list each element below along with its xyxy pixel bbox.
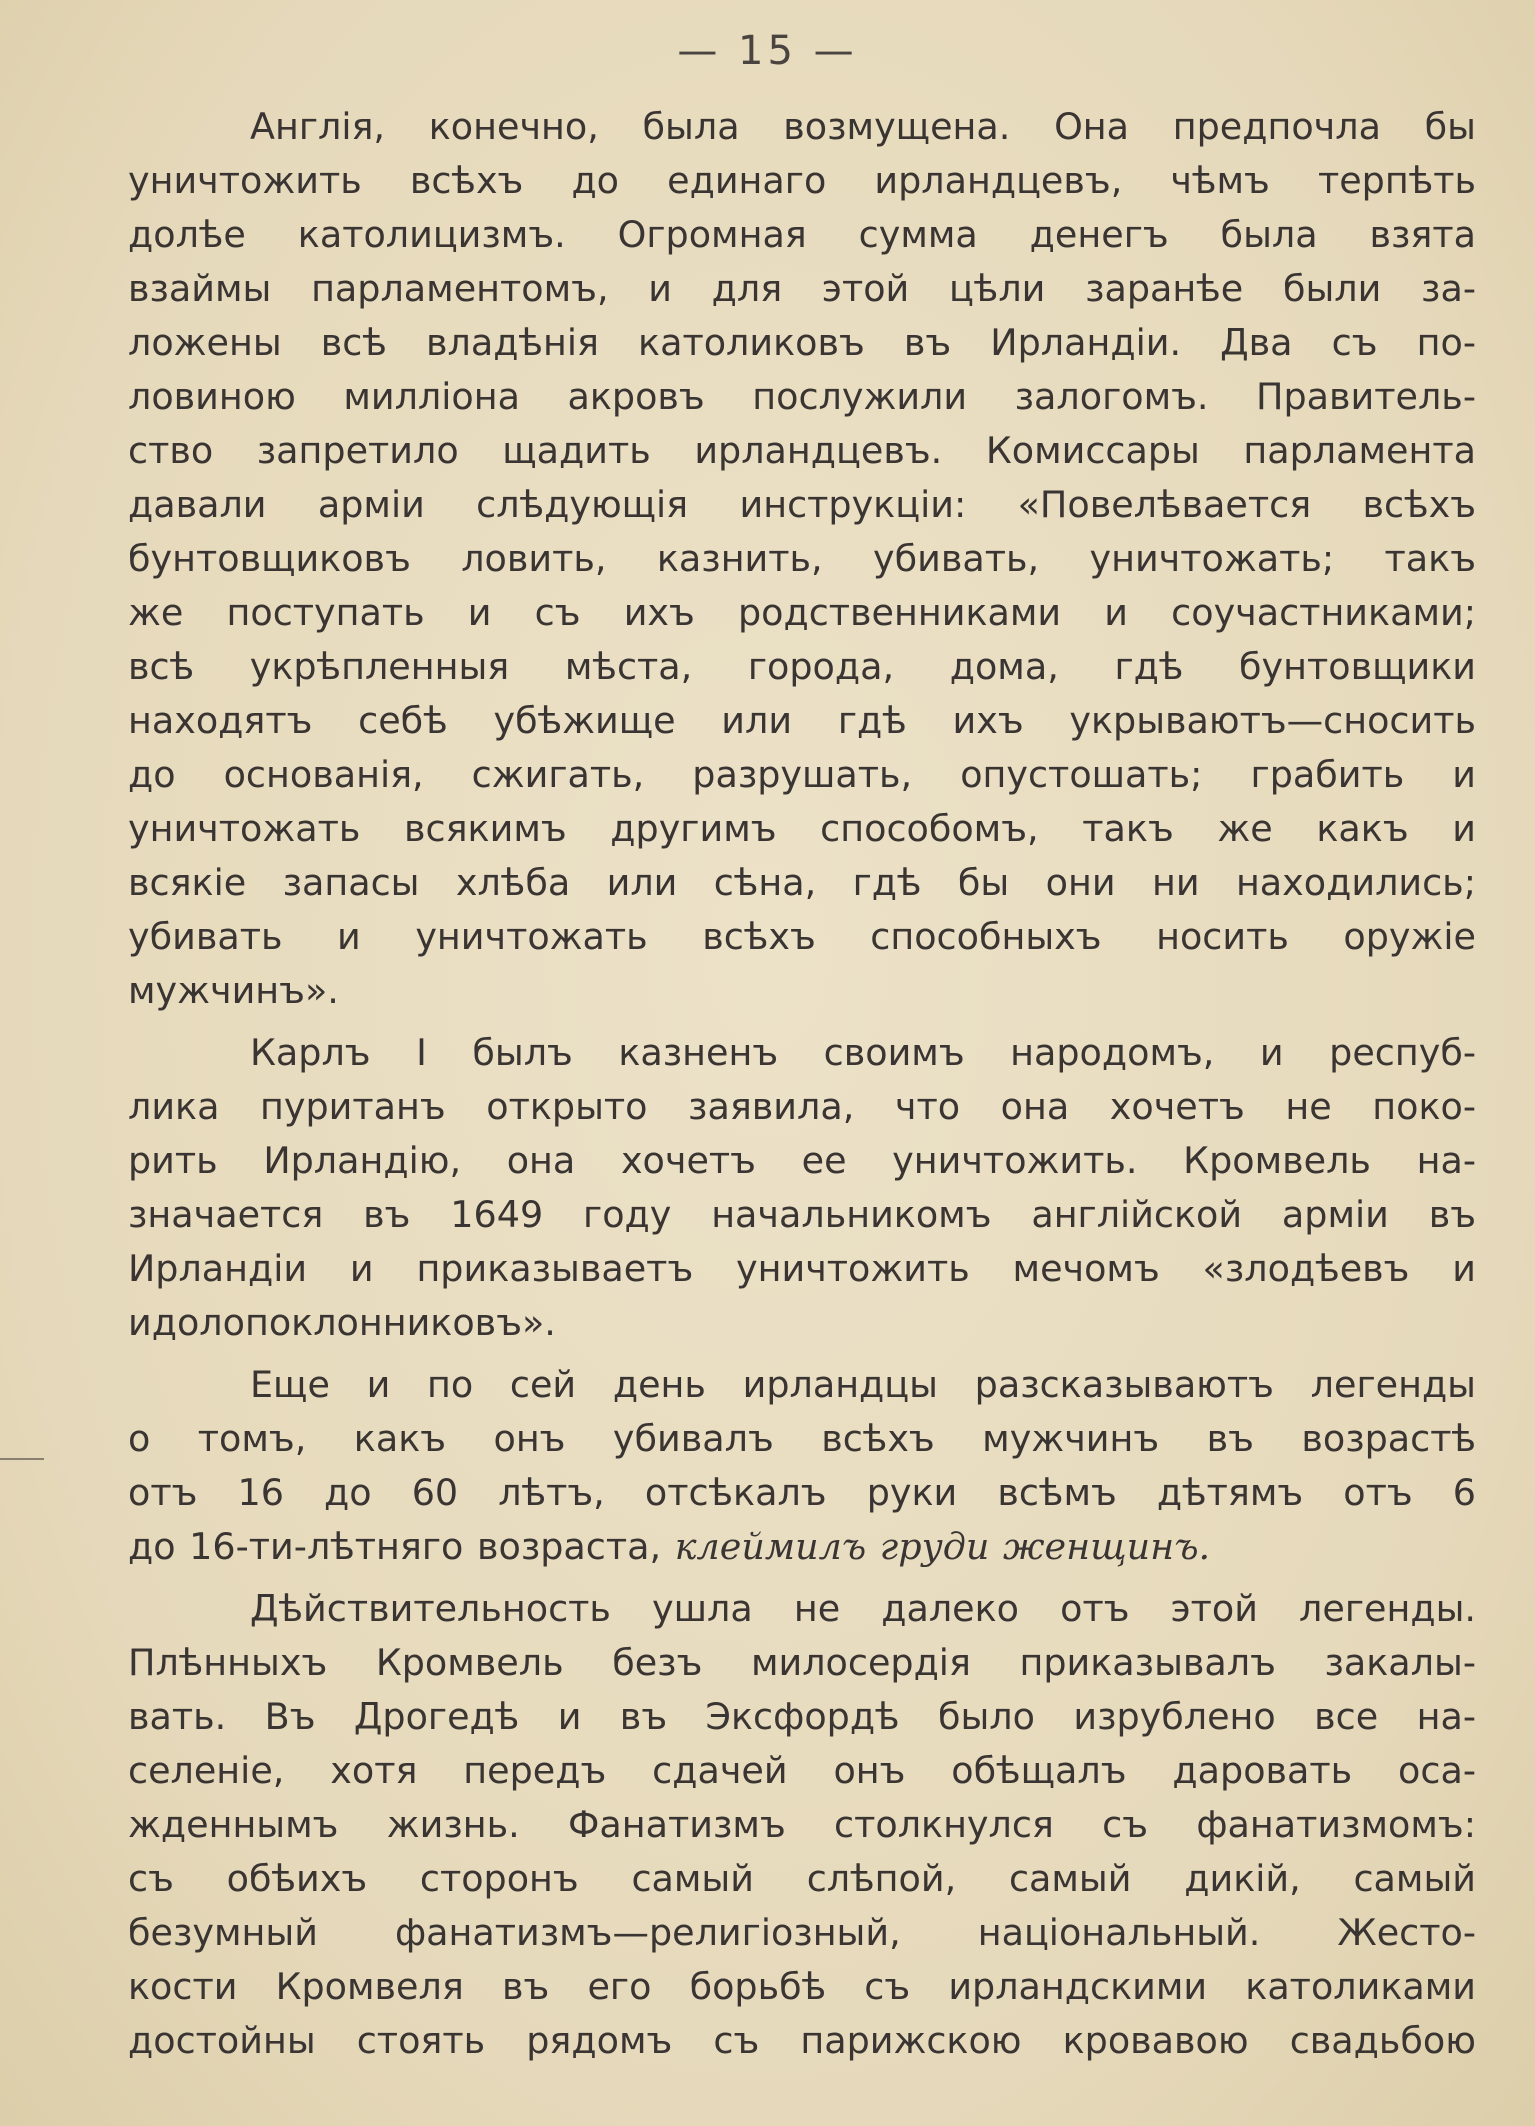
text-line: значается въ 1649 году начальникомъ англійской арміи въ (128, 1193, 1476, 1236)
text-line: безумный фанатизмъ—религіозный, національный. Жесто- (128, 1911, 1476, 1954)
text-line (128, 1520, 1476, 1574)
text-line: уничтожать всякимъ другимъ способомъ, такъ же какъ и (128, 807, 1476, 850)
text-line: Карлъ I былъ казненъ своимъ народомъ, и респуб- (250, 1031, 1476, 1074)
page-number: — 15 — (677, 28, 858, 74)
text-line: рить Ирландію, она хочетъ ее уничтожить. Кромвель на- (128, 1139, 1476, 1182)
text-line: Англія, конечно, была возмущена. Она предпочла бы (250, 105, 1476, 148)
text-line: мужчинъ». (128, 969, 339, 1012)
text-line: селеніе, хотя передъ сдачей онъ обѣщалъ даровать оса- (128, 1749, 1476, 1792)
margin-mark (0, 1458, 44, 1460)
text-line: кости Кромвеля въ его борьбѣ съ ирландскими католиками (128, 1965, 1476, 2008)
text-line: ловиною милліона акровъ послужили залогомъ. Правитель- (128, 375, 1476, 418)
text-line: Плѣнныхъ Кромвель безъ милосердія приказывалъ закалы- (128, 1641, 1476, 1684)
text-line: же поступать и съ ихъ родственниками и соучастниками; (128, 591, 1476, 634)
text-line: достойны стоять рядомъ съ парижскою кровавою свадьбою (128, 2019, 1476, 2062)
text-line: ство запретило щадить ирландцевъ. Комиссары парламента (128, 429, 1476, 472)
text-line: взаймы парламентомъ, и для этой цѣли заранѣе были за- (128, 267, 1476, 310)
text-line: бунтовщиковъ ловить, казнить, убивать, уничтожать; такъ (128, 537, 1476, 580)
text-line: уничтожить всѣхъ до единаго ирландцевъ, чѣмъ терпѣть (128, 159, 1476, 202)
text-line: Ирландіи и приказываетъ уничтожить мечомъ «злодѣевъ и (128, 1247, 1476, 1290)
text-line: жденнымъ жизнь. Фанатизмъ столкнулся съ фанатизмомъ: (128, 1803, 1476, 1846)
text-line: Дѣйствительность ушла не далеко отъ этой легенды. (250, 1587, 1476, 1630)
text-line: вать. Въ Дрогедѣ и въ Эксфордѣ было изрублено все на- (128, 1695, 1476, 1738)
text-line: ложены всѣ владѣнія католиковъ въ Ирландіи. Два съ по- (128, 321, 1476, 364)
text-line: съ обѣихъ сторонъ самый слѣпой, самый дикій, самый (128, 1857, 1476, 1900)
text-line: всѣ укрѣпленныя мѣста, города, дома, гдѣ бунтовщики (128, 645, 1476, 688)
text-line: лика пуританъ открыто заявила, что она хочетъ не поко- (128, 1085, 1476, 1128)
text-line: идолопоклонниковъ». (128, 1301, 556, 1344)
text-segment: до 16-ти-лѣтняго возраста, (128, 1525, 662, 1568)
text-line: убивать и уничтожать всѣхъ способныхъ носить оружіе (128, 915, 1476, 958)
text-line: Еще и по сей день ирландцы разсказываютъ легенды (250, 1363, 1476, 1406)
text-line: долѣе католицизмъ. Огромная сумма денегъ была взята (128, 213, 1476, 256)
text-line: всякіе запасы хлѣба или сѣна, гдѣ бы они ни находились; (128, 861, 1476, 904)
text-line: до основанія, сжигать, разрушать, опустошать; грабить и (128, 753, 1476, 796)
text-line: давали арміи слѣдующія инструкціи: «Повелѣвается всѣхъ (128, 483, 1476, 526)
text-line: находятъ себѣ убѣжище или гдѣ ихъ укрываютъ—сносить (128, 699, 1476, 742)
text-line: отъ 16 до 60 лѣтъ, отсѣкалъ руки всѣмъ дѣтямъ отъ 6 (128, 1471, 1476, 1514)
body-text (128, 100, 1476, 2068)
text-line: о томъ, какъ онъ убивалъ всѣхъ мужчинъ въ возрастѣ (128, 1417, 1476, 1460)
italic-text: клеймилъ груди женщинъ. (674, 1525, 1211, 1568)
